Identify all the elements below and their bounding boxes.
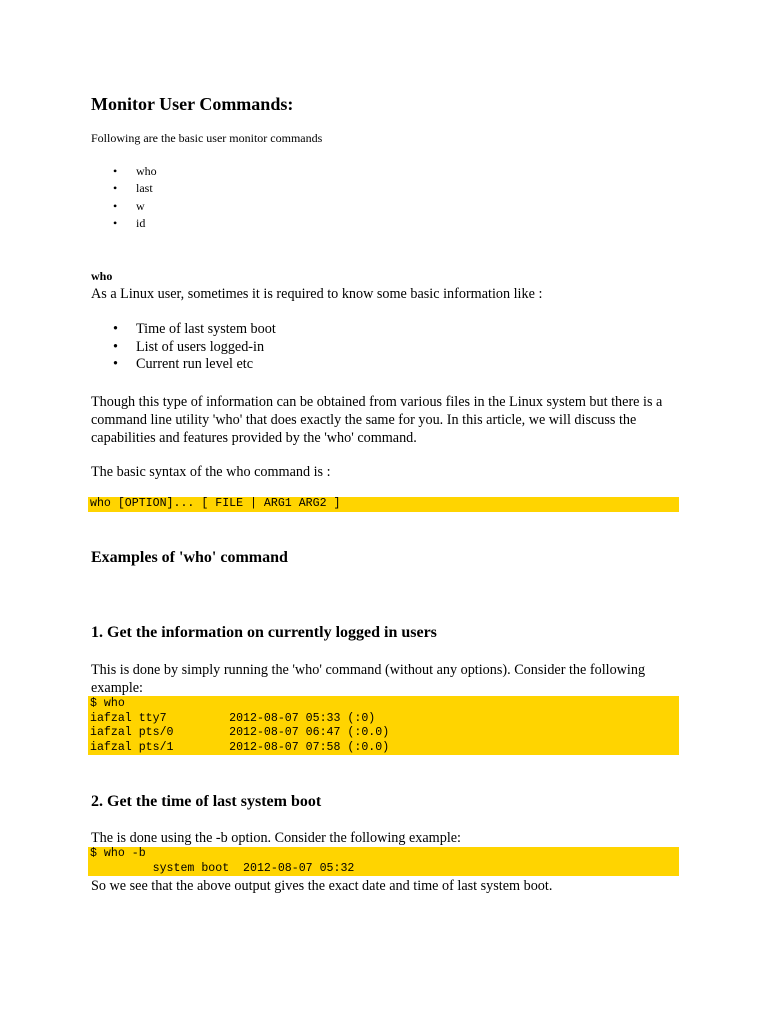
example1-paragraph: This is done by simply running the 'who' command (without any options). Consider the following example: xyxy=(91,662,646,696)
example2-heading: 2. Get the time of last system boot xyxy=(91,793,322,810)
examples-heading: Examples of 'who' command xyxy=(91,549,288,566)
command-list xyxy=(113,163,157,232)
list-item: • Current run level etc xyxy=(113,356,276,374)
who-heading: who xyxy=(91,269,113,283)
who-description-paragraph: Though this type of information can be obtained from various files in the Linux system but there is a command line utility 'who' that does exactly the same for you. In this article, we will discuss the capabilities and features provided by the 'who' command. xyxy=(91,394,663,446)
syntax-lead-paragraph: The basic syntax of the who command is : xyxy=(91,464,331,480)
syntax-code-block: who [OPTION]... [ FILE | ARG1 ARG2 ] xyxy=(88,497,679,512)
list-item: • Time of last system boot xyxy=(113,321,276,339)
page-title: Monitor User Commands: xyxy=(91,94,294,114)
who-lead-paragraph: As a Linux user, sometimes it is required to know some basic information like : xyxy=(91,286,543,302)
example2-after-paragraph: So we see that the above output gives the exact date and time of last system boot. xyxy=(91,878,553,894)
list-item: • last xyxy=(113,180,157,197)
info-list xyxy=(113,321,276,374)
list-item: • who xyxy=(113,163,157,180)
example1-code-block: $ who iafzal tty7 2012-08-07 05:33 (:0) iafzal pts/0 2012-08-07 06:47 (:0.0) iafzal pts/1 2012-08-07 07:58 (:0.0) xyxy=(88,696,679,755)
list-item: • List of users logged-in xyxy=(113,339,276,357)
example2-paragraph: The is done using the -b option. Consider the following example: xyxy=(91,830,461,846)
list-item: • id xyxy=(113,215,157,232)
list-item: • w xyxy=(113,198,157,215)
example1-heading: 1. Get the information on currently logged in users xyxy=(91,624,437,641)
example2-code-block: $ who -b system boot 2012-08-07 05:32 xyxy=(88,847,679,876)
intro-text: Following are the basic user monitor commands xyxy=(91,131,323,145)
